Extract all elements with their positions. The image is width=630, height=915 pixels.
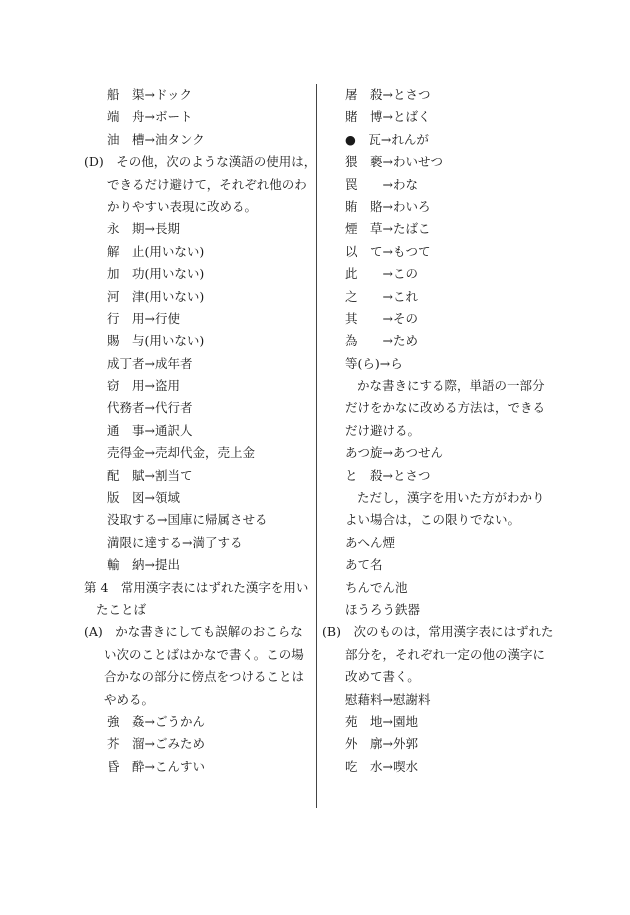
term-line: 昏 酔→こんすい: [107, 758, 205, 774]
paragraph-line: かな書きにする際，単語の一部分: [357, 378, 545, 394]
term-line: 其 →その: [345, 310, 418, 326]
section-a-text: い次のことばはかなで書く。この場: [104, 646, 304, 662]
term-line: と 殺→とさつ: [345, 467, 431, 483]
term-line: 罠 →わな: [345, 176, 418, 192]
term-line: 強 姦→ごうかん: [107, 713, 205, 729]
term-line: 満限に達する→満了する: [107, 534, 243, 550]
term-line: 慰藉料→慰謝料: [345, 691, 431, 707]
right-column: [322, 84, 552, 778]
right-list1: [322, 84, 552, 375]
term-line: 窃 用→盗用: [107, 378, 180, 394]
section-a-heading: (A) かな書きにしても誤解のおこらな: [84, 624, 303, 640]
term-line: 賭 博→とばく: [345, 109, 431, 125]
section-a-list: [84, 711, 312, 778]
term-line: 以 て→もつて: [345, 243, 431, 259]
section-4-heading: 第 4 常用漢字表にはずれた漢字を用い: [84, 579, 309, 595]
term-line: 端 舟→ボート: [107, 109, 193, 125]
term-line: 版 図→領域: [107, 490, 180, 506]
term-line: ほうろう鉄器: [345, 601, 421, 617]
left-column: [84, 84, 317, 778]
term-line: 配 賦→割当て: [107, 467, 193, 483]
term-line: 河 津(用いない): [107, 288, 205, 304]
section-a-text: 合かなの部分に傍点をつけることは: [104, 669, 305, 685]
section-d-text: できるだけ避けて，それぞれ他のわ: [107, 176, 307, 192]
term-line: 成丁者→成年者: [107, 355, 193, 371]
term-line: 加 功(用いない): [107, 266, 205, 282]
term-line: 此 →この: [345, 266, 418, 282]
term-line: 等(ら)→ら: [345, 355, 403, 371]
section-b-list: [322, 689, 552, 779]
term-line: 油 槽→油タンク: [107, 131, 205, 147]
section-b: [322, 621, 552, 688]
term-line: 船 渠→ドック: [107, 87, 192, 102]
term-line: 没取する→国庫に帰属させる: [107, 512, 268, 528]
example-list-2: [322, 532, 552, 622]
section-b-text: 部分を，それぞれ一定の他の漢字に: [345, 646, 546, 662]
term-line: あて名: [345, 557, 383, 573]
term-line: 売得金→売却代金，売上金: [107, 445, 255, 461]
term-line: 猥 褻→わいせつ: [345, 154, 443, 170]
paragraph-line: ただし，漢字を用いた方がわかり: [357, 490, 545, 506]
section-d-list: [84, 218, 312, 576]
term-line: 吃 水→喫水: [345, 758, 418, 774]
term-line: 煙 草→たばこ: [345, 221, 431, 237]
term-line: 苑 地→園地: [345, 713, 418, 729]
section-d: [84, 151, 317, 218]
section-b-text: 改めて書く。: [345, 669, 420, 685]
term-line: 芥 溜→ごみため: [107, 736, 205, 752]
term-line: あへん煙: [345, 534, 396, 550]
left-block1: [84, 84, 312, 151]
column-divider: [316, 84, 317, 808]
term-line: ● 瓦→れんが: [345, 131, 429, 147]
section-b-heading: (B) 次のものは，常用漢字表にはずれた: [322, 624, 554, 640]
paragraph-1: [322, 375, 552, 442]
term-line: 永 期→長期: [107, 221, 180, 237]
term-line: ちんでん池: [345, 579, 408, 595]
section-a-text: やめる。: [104, 691, 155, 707]
section-4: [84, 577, 312, 622]
example-list-1: [322, 442, 552, 487]
term-line: 賜 与(用いない): [107, 333, 205, 349]
term-line: 之 →これ: [345, 288, 418, 304]
term-line: 代務者→代行者: [107, 400, 193, 416]
paragraph-line: だけをかなに改める方法は，できる: [345, 400, 546, 416]
section-4-heading-cont: たことば: [96, 601, 147, 617]
paragraph-line: よい場合は，この限りでない。: [345, 512, 521, 528]
term-line: 外 廓→外郭: [345, 736, 418, 752]
term-line: 行 用→行使: [107, 310, 180, 326]
term-line: あつ旋→あつせん: [345, 445, 443, 461]
term-line: 輸 納→提出: [107, 557, 180, 573]
section-d-heading: (D) その他，次のような漢語の使用は，: [84, 154, 317, 170]
term-line: 通 事→通訳人: [107, 422, 193, 438]
section-d-text: かりやすい表現に改める。: [107, 198, 258, 214]
term-line: 解 止(用いない): [107, 243, 205, 259]
paragraph-line: だけ避ける。: [345, 422, 421, 438]
term-line: 為 →ため: [345, 333, 418, 349]
section-a: [84, 621, 312, 711]
term-line: 屠 殺→とさつ: [345, 87, 431, 102]
term-line: 賄 賂→わいろ: [345, 198, 431, 214]
paragraph-2: [322, 487, 552, 532]
